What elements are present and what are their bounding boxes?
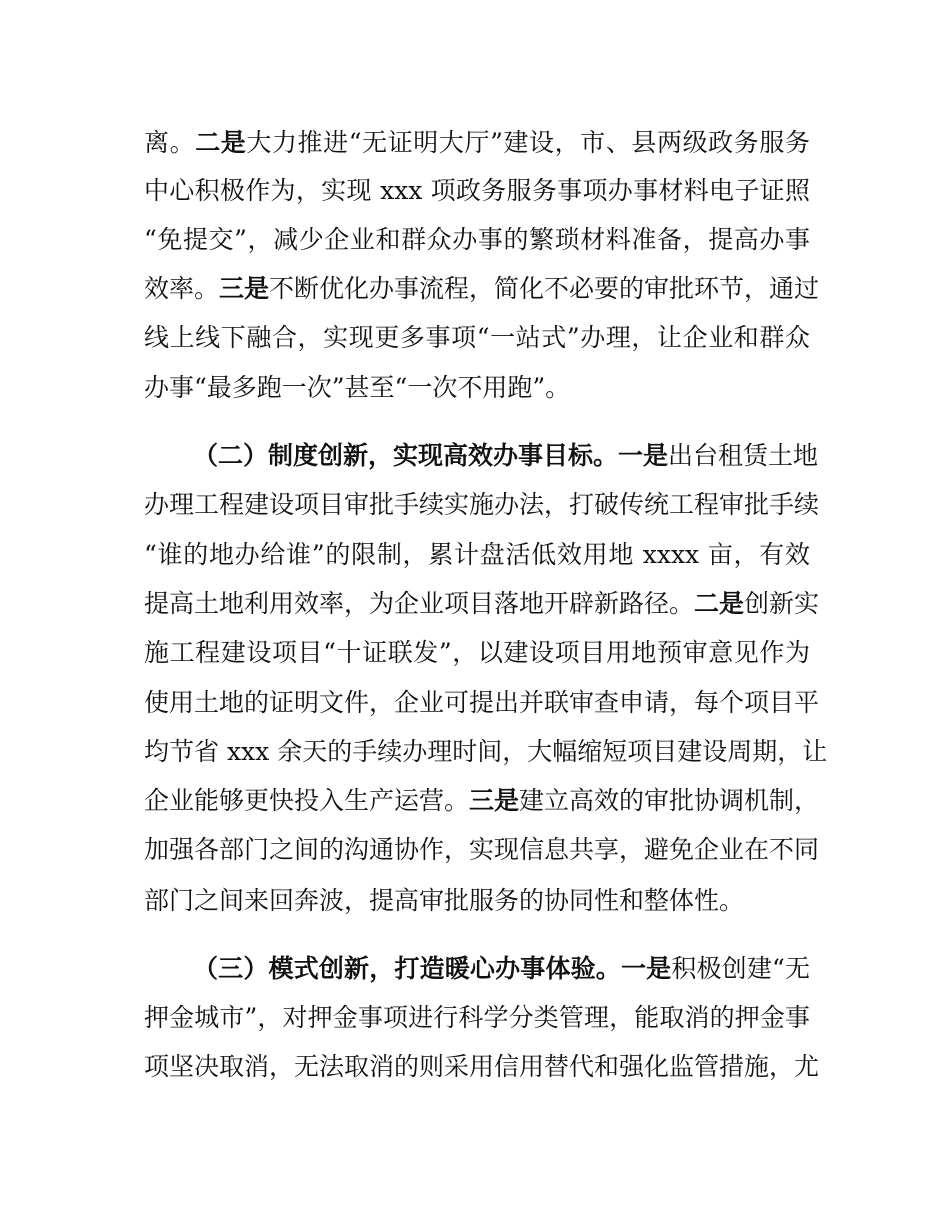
p2-line-4: 提高土地利用效率，为企业项目落地开辟新路径。二是创新实 (144, 589, 820, 618)
p3-line-1: （三）模式创新，打造暖心办事体验。一是积极创建“无 (193, 954, 810, 983)
key-point-three: 三是 (469, 786, 520, 815)
p2-line-9: 加强各部门之间的沟通协作，实现信息共享，避免企业在不同 (144, 835, 820, 864)
key-point-three: 三是 (219, 274, 270, 303)
p2-line-3: “谁的地办给谁”的限制，累计盘活低效用地 xxxx 亩，有效 (144, 540, 810, 569)
section-heading-2: （二）制度创新，实现高效办事目标。 (193, 441, 619, 470)
p1-line-4: 效率。三是不断优化办事流程，简化不必要的审批环节，通过 (144, 274, 820, 303)
p2-line-8: 企业能够更快投入生产运营。三是建立高效的审批协调机制， (144, 786, 820, 815)
key-point-two: 二是 (195, 128, 247, 157)
p1-line-6: 办事“最多跑一次”甚至“一次不用跑”。 (144, 373, 571, 402)
p2-line-5: 施工程建设项目“十证联发”，以建设项目用地预审意见作为 (144, 638, 810, 667)
key-point-one: 一是 (620, 954, 672, 983)
p1-line-5: 线上线下融合，实现更多事项“一站式”办理，让企业和群众 (144, 323, 810, 352)
p2-line-2: 办理工程建设项目审批手续实施办法，打破传统工程审批手续 (144, 490, 820, 519)
key-point-two: 二是 (694, 589, 745, 618)
p1-line-1: 离。二是大力推进“无证明大厅”建设，市、县两级政务服务 (144, 128, 810, 157)
p3-line-2: 押金城市”，对押金事项进行科学分类管理，能取消的押金事 (144, 1003, 810, 1032)
p3-line-3: 项坚决取消，无法取消的则采用信用替代和强化监管措施，尤 (144, 1052, 820, 1081)
p1-line-2: 中心积极作为，实现 xxx 项政务服务事项办事材料电子证照 (144, 176, 810, 205)
p1-line-3: “免提交”，减少企业和群众办事的繁琐材料准备，提高办事 (144, 225, 810, 254)
p2-line-10: 部门之间来回奔波，提高审批服务的协同性和整体性。 (144, 886, 745, 915)
section-heading-3: （三）模式创新，打造暖心办事体验。 (193, 954, 621, 983)
p2-line-7: 均节省 xxx 余天的手续办理时间，大幅缩短项目建设周期，让 (144, 737, 828, 766)
p2-line-6: 使用土地的证明文件，企业可提出并联审查申请，每个项目平 (144, 688, 820, 717)
p2-line-1: （二）制度创新，实现高效办事目标。一是出台租赁土地 (193, 441, 819, 470)
key-point-one: 一是 (618, 441, 669, 470)
